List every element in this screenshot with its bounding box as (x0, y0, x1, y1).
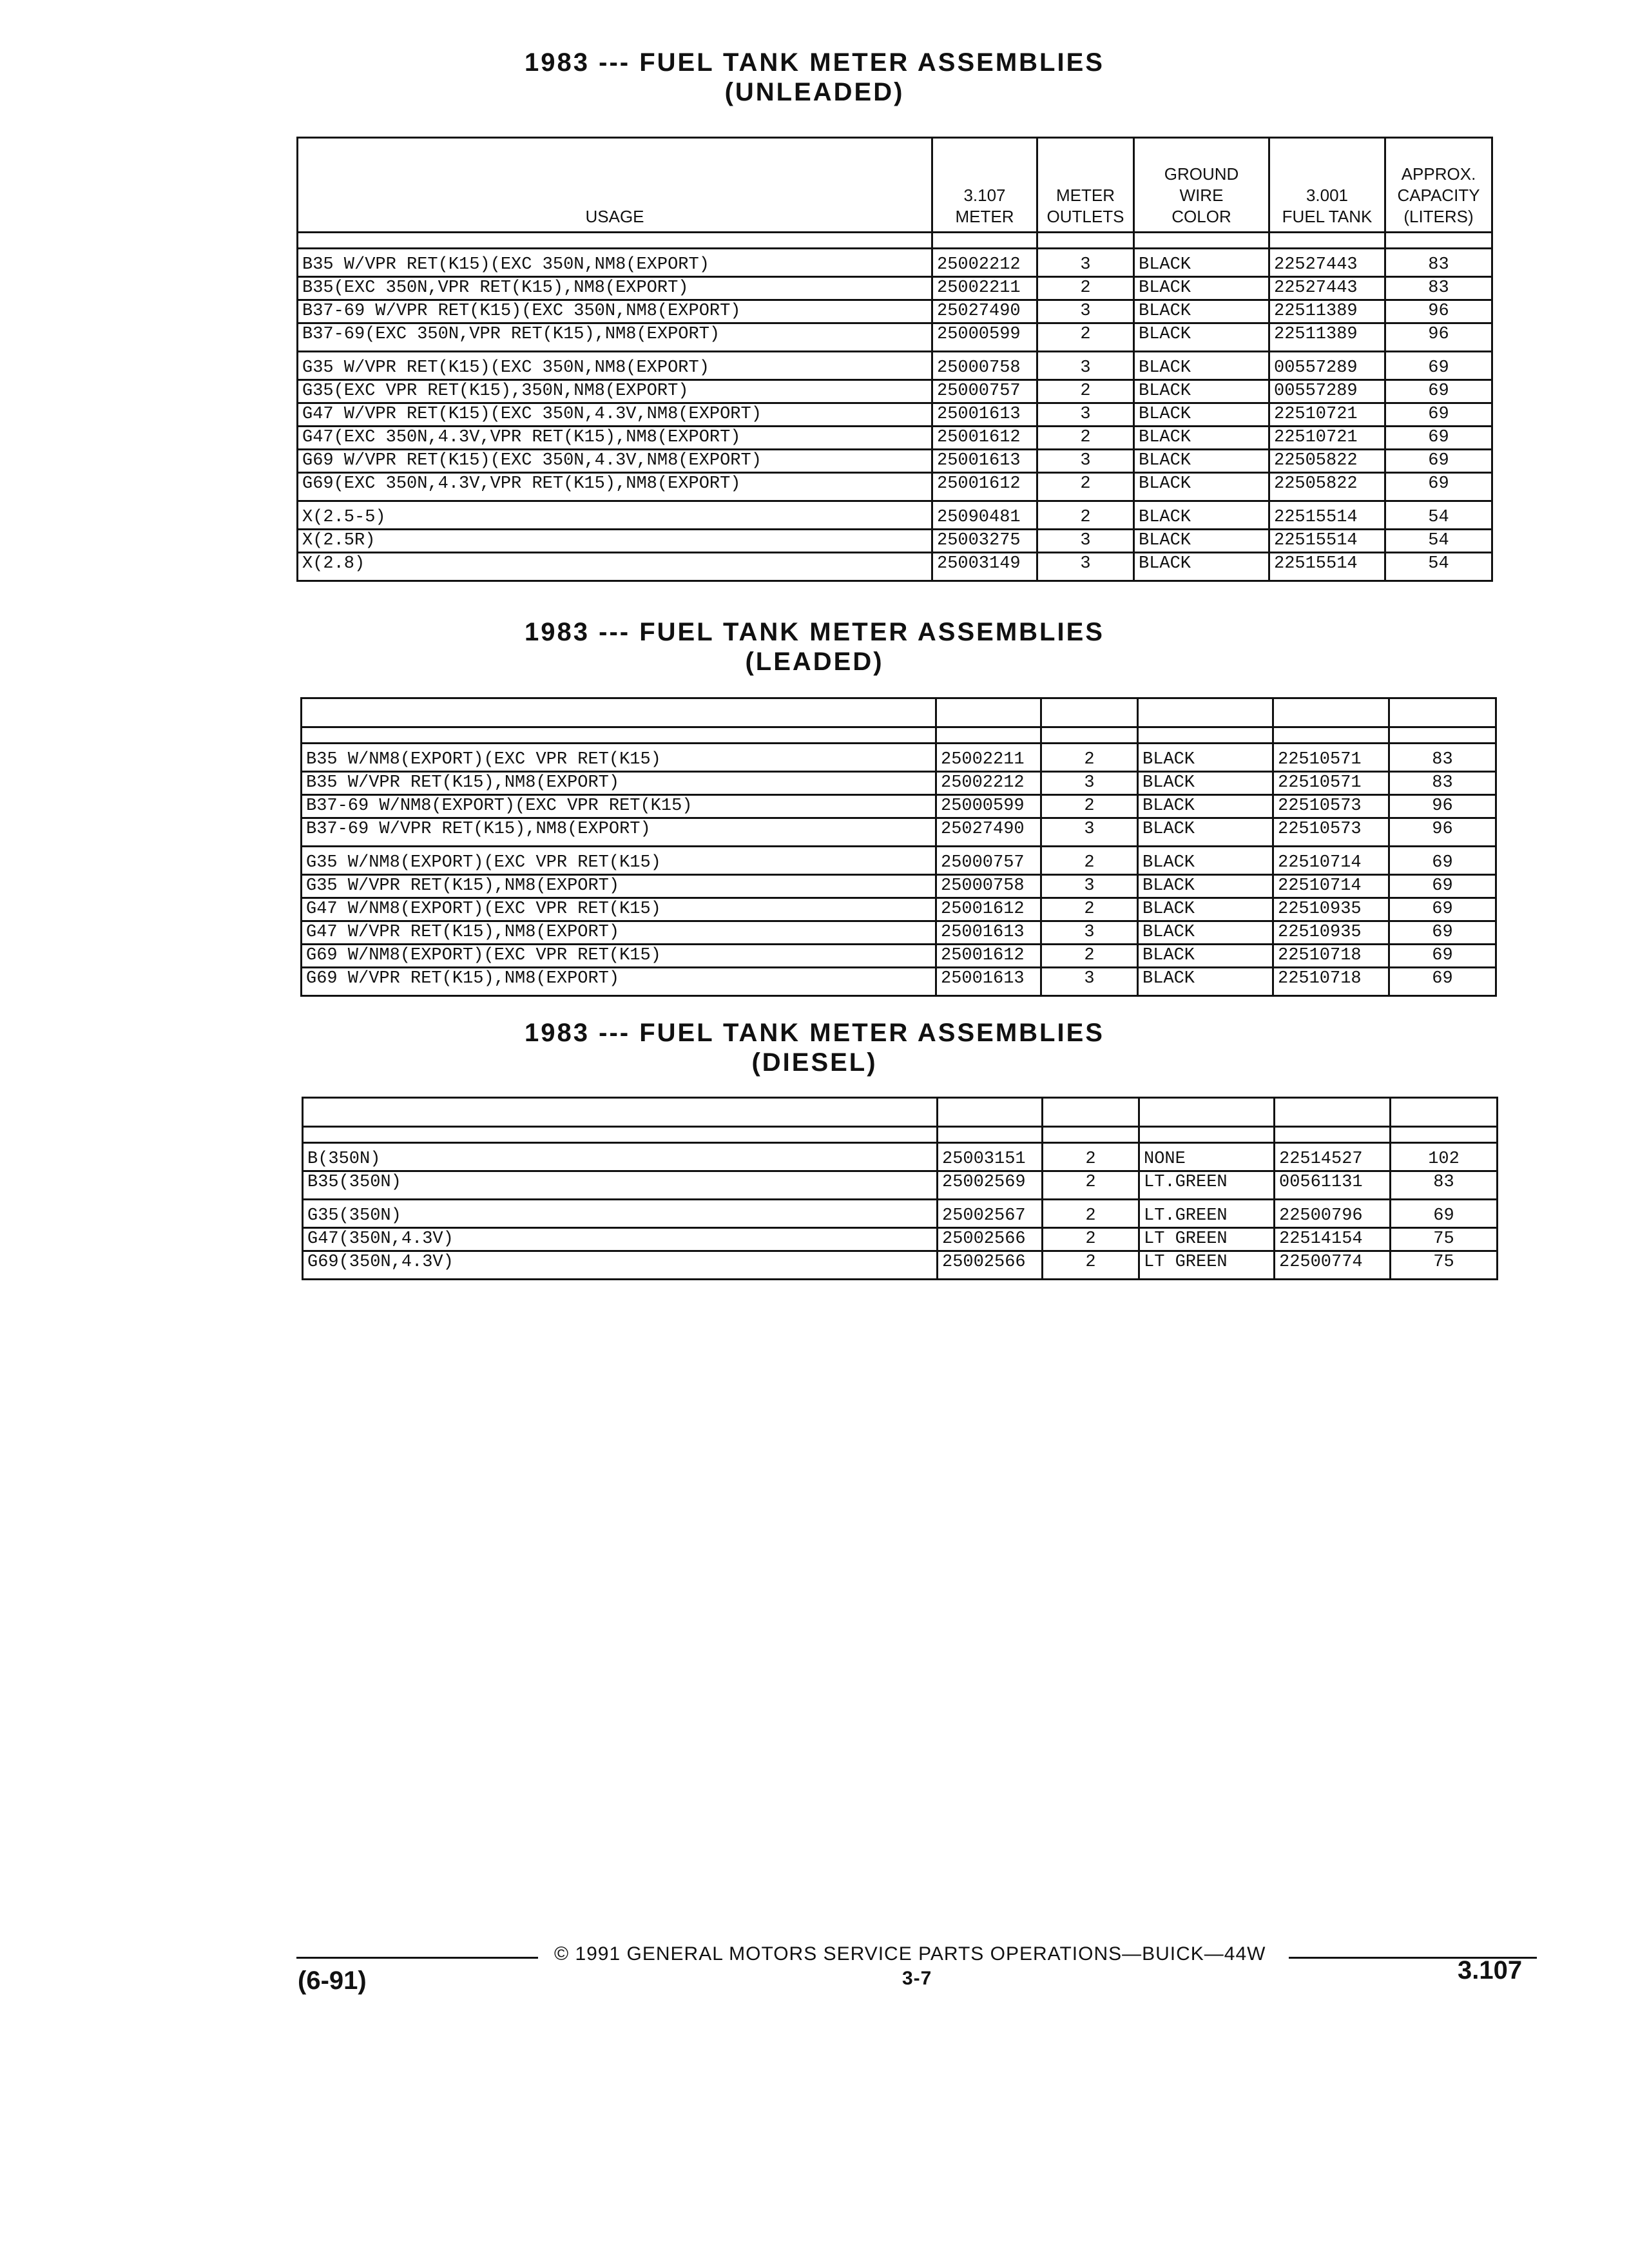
table-row (302, 795, 1496, 818)
fuel-tank-part-cell: 22515514 (1269, 501, 1385, 530)
footer-copyright: © 1991 GENERAL MOTORS SERVICE PARTS OPERATIONS—BUICK—44W (554, 1943, 1266, 1965)
fuel-tank-part-cell: 22527443 (1269, 277, 1385, 300)
table-row (302, 772, 1496, 795)
outlets-cell: 2 (1037, 501, 1134, 530)
capacity-cell: 96 (1385, 323, 1492, 352)
fuel-tank-part-cell: 00557289 (1269, 380, 1385, 403)
usage-cell: G35 W/VPR RET(K15),NM8(EXPORT) (302, 875, 936, 898)
table-row (298, 323, 1492, 352)
footer-rule-left (296, 1957, 538, 1959)
capacity-cell: 69 (1385, 427, 1492, 450)
capacity-cell: 96 (1385, 300, 1492, 323)
meter-part-cell: 25001613 (932, 403, 1037, 427)
fuel-tank-part-cell: 22510718 (1273, 945, 1389, 968)
capacity-cell: 69 (1385, 403, 1492, 427)
usage-cell: B35 W/NM8(EXPORT)(EXC VPR RET(K15) (302, 744, 936, 772)
outlets-cell: 3 (1041, 921, 1138, 945)
capacity-cell: 69 (1385, 473, 1492, 501)
outlets-cell: 2 (1041, 847, 1138, 875)
outlets-cell: 3 (1037, 530, 1134, 553)
meter-part-cell: 25002212 (936, 772, 1041, 795)
outlets-cell: 3 (1041, 772, 1138, 795)
meter-part-cell: 25002566 (938, 1251, 1043, 1280)
table-row (302, 898, 1496, 921)
outlets-cell: 3 (1037, 249, 1134, 277)
meter-header: 3.107 METER (932, 138, 1037, 233)
meter-part-cell: 25002211 (936, 744, 1041, 772)
usage-cell: G35 W/NM8(EXPORT)(EXC VPR RET(K15) (302, 847, 936, 875)
outlets-cell: 3 (1037, 403, 1134, 427)
outlets-cell: 2 (1041, 795, 1138, 818)
row-group (303, 1143, 1498, 1200)
outlets-cell: 2 (1043, 1228, 1139, 1251)
wire-color-cell: BLACK (1138, 744, 1273, 772)
table-row (298, 473, 1492, 501)
usage-cell: G35(EXC VPR RET(K15),350N,NM8(EXPORT) (298, 380, 932, 403)
footer-page-number: 3-7 (902, 1968, 932, 1989)
outlets-cell: 2 (1037, 380, 1134, 403)
meter-part-cell: 25027490 (932, 300, 1037, 323)
meter-part-cell: 25001613 (936, 968, 1041, 996)
usage-cell: B35 W/VPR RET(K15)(EXC 350N,NM8(EXPORT) (298, 249, 932, 277)
capacity-cell: 54 (1385, 553, 1492, 581)
usage-cell: B35(EXC 350N,VPR RET(K15),NM8(EXPORT) (298, 277, 932, 300)
section-title: 1983 --- FUEL TANK METER ASSEMBLIES (525, 1019, 1104, 1047)
section-subtitle: (UNLEADED) (724, 78, 905, 106)
wire-color-cell: BLACK (1134, 249, 1269, 277)
outlets-cell: 3 (1037, 352, 1134, 380)
fuel-tank-part-cell: 22510573 (1273, 795, 1389, 818)
table-row (298, 300, 1492, 323)
capacity-cell: 54 (1385, 530, 1492, 553)
capacity-cell: 54 (1385, 501, 1492, 530)
outlets-cell: 2 (1043, 1251, 1139, 1280)
meter-part-cell: 25002566 (938, 1228, 1043, 1251)
meter-part-cell: 25001612 (936, 898, 1041, 921)
outlets-cell: 2 (1041, 945, 1138, 968)
wire-color-cell: LT.GREEN (1139, 1200, 1275, 1228)
outlets-cell: 2 (1037, 427, 1134, 450)
section-title: 1983 --- FUEL TANK METER ASSEMBLIES (525, 48, 1104, 77)
meter-part-cell: 25000599 (932, 323, 1037, 352)
table-row (298, 403, 1492, 427)
fuel-tank-part-cell: 22510571 (1273, 772, 1389, 795)
usage-cell: G47 W/VPR RET(K15),NM8(EXPORT) (302, 921, 936, 945)
fuel-tank-part-cell: 22510935 (1273, 921, 1389, 945)
fuel-tank-part-cell: 00561131 (1275, 1171, 1391, 1200)
fuel-tank-part-cell: 22500774 (1275, 1251, 1391, 1280)
table-row (302, 875, 1496, 898)
usage-cell: G35(350N) (303, 1200, 938, 1228)
meter-part-cell: 25001612 (932, 427, 1037, 450)
capacity-cell: 69 (1389, 847, 1496, 875)
table-row (298, 427, 1492, 450)
wire-color-cell: BLACK (1138, 795, 1273, 818)
fuel-tank-part-cell: 00557289 (1269, 352, 1385, 380)
meter-part-cell: 25000599 (936, 795, 1041, 818)
usage-cell: G69 W/VPR RET(K15),NM8(EXPORT) (302, 968, 936, 996)
usage-cell: X(2.5R) (298, 530, 932, 553)
usage-cell: B37-69 W/NM8(EXPORT)(EXC VPR RET(K15) (302, 795, 936, 818)
outlets-cell: 2 (1037, 473, 1134, 501)
row-group (303, 1200, 1498, 1280)
wire-color-cell: BLACK (1138, 968, 1273, 996)
table-row (302, 847, 1496, 875)
capacity-header: APPROX. CAPACITY (LITERS) (1385, 138, 1492, 233)
wire-color-cell: BLACK (1138, 818, 1273, 847)
outlets-cell: 3 (1037, 450, 1134, 473)
table-row (298, 553, 1492, 581)
wire-color-cell: BLACK (1134, 277, 1269, 300)
capacity-cell: 83 (1385, 249, 1492, 277)
usage-cell: G35 W/VPR RET(K15)(EXC 350N,NM8(EXPORT) (298, 352, 932, 380)
outlets-cell: 3 (1041, 875, 1138, 898)
fuel-tank-part-cell: 22510721 (1269, 427, 1385, 450)
header-row (302, 698, 1496, 727)
meter-part-cell: 25000758 (936, 875, 1041, 898)
usage-cell: B37-69 W/VPR RET(K15)(EXC 350N,NM8(EXPORT) (298, 300, 932, 323)
usage-cell: G69 W/VPR RET(K15)(EXC 350N,4.3V,NM8(EXPORT) (298, 450, 932, 473)
wire-color-cell: BLACK (1134, 473, 1269, 501)
table-row (302, 968, 1496, 996)
wire-color-cell: BLACK (1138, 945, 1273, 968)
table-row (303, 1200, 1498, 1228)
meter-part-cell: 25090481 (932, 501, 1037, 530)
fuel-tank-part-cell: 22505822 (1269, 450, 1385, 473)
meter-part-cell: 25003149 (932, 553, 1037, 581)
fuel-tank-part-cell: 22505822 (1269, 473, 1385, 501)
usage-cell: G47(EXC 350N,4.3V,VPR RET(K15),NM8(EXPORT) (298, 427, 932, 450)
capacity-cell: 69 (1385, 450, 1492, 473)
fuel-tank-part-cell: 22510571 (1273, 744, 1389, 772)
capacity-cell: 69 (1389, 945, 1496, 968)
meter-part-cell: 25000758 (932, 352, 1037, 380)
usage-cell: B37-69(EXC 350N,VPR RET(K15),NM8(EXPORT) (298, 323, 932, 352)
spacer-row (302, 727, 1496, 744)
outlets-cell: 3 (1037, 300, 1134, 323)
capacity-cell: 69 (1391, 1200, 1498, 1228)
table-row (298, 249, 1492, 277)
table-row (303, 1171, 1498, 1200)
outlets-cell: 2 (1043, 1171, 1139, 1200)
fuel-tank-part-cell: 22510714 (1273, 847, 1389, 875)
wire-color-cell: BLACK (1138, 875, 1273, 898)
usage-cell: B35 W/VPR RET(K15),NM8(EXPORT) (302, 772, 936, 795)
wire-color-cell: BLACK (1138, 898, 1273, 921)
section-title: 1983 --- FUEL TANK METER ASSEMBLIES (525, 618, 1104, 646)
row-group (298, 352, 1492, 501)
footer-date: (6-91) (298, 1966, 367, 1995)
fuel-tank-header: 3.001 FUEL TANK (1269, 138, 1385, 233)
fuel-tank-part-cell: 22514154 (1275, 1228, 1391, 1251)
fuel-tank-part-cell: 22511389 (1269, 323, 1385, 352)
usage-cell: G69(350N,4.3V) (303, 1251, 938, 1280)
capacity-cell: 69 (1389, 875, 1496, 898)
row-group (302, 744, 1496, 847)
meter-part-cell: 25000757 (932, 380, 1037, 403)
capacity-cell: 69 (1389, 898, 1496, 921)
outlets-cell: 3 (1041, 818, 1138, 847)
fuel-tank-part-cell: 22510714 (1273, 875, 1389, 898)
fuel-tank-part-cell: 22510721 (1269, 403, 1385, 427)
table-row (298, 501, 1492, 530)
spacer-row (303, 1127, 1498, 1143)
wire-color-cell: BLACK (1138, 847, 1273, 875)
capacity-cell: 69 (1389, 968, 1496, 996)
row-group (298, 249, 1492, 352)
meter-part-cell: 25002567 (938, 1200, 1043, 1228)
wire-color-cell: NONE (1139, 1143, 1275, 1171)
table-row (303, 1251, 1498, 1280)
section-title-diesel (0, 1018, 1629, 1077)
capacity-cell: 96 (1389, 795, 1496, 818)
table-row (298, 277, 1492, 300)
meter-part-cell: 25001612 (936, 945, 1041, 968)
capacity-cell: 69 (1385, 380, 1492, 403)
outlets-cell: 2 (1043, 1143, 1139, 1171)
outlets-cell: 3 (1037, 553, 1134, 581)
outlets-header: METER OUTLETS (1037, 138, 1134, 233)
outlets-cell: 2 (1037, 323, 1134, 352)
wire-color-cell: BLACK (1134, 403, 1269, 427)
capacity-cell: 69 (1385, 352, 1492, 380)
header-row (298, 138, 1492, 233)
fuel-tank-part-cell: 22510718 (1273, 968, 1389, 996)
table-row (302, 921, 1496, 945)
usage-cell: X(2.5-5) (298, 501, 932, 530)
wire-color-cell: LT.GREEN (1139, 1171, 1275, 1200)
wire-color-cell: BLACK (1134, 323, 1269, 352)
meter-part-cell: 25001613 (936, 921, 1041, 945)
table-row (303, 1228, 1498, 1251)
wire-color-cell: BLACK (1134, 300, 1269, 323)
meter-part-cell: 25001612 (932, 473, 1037, 501)
section-title-leaded (0, 617, 1629, 677)
wire-color-cell: BLACK (1134, 501, 1269, 530)
section-subtitle: (DIESEL) (751, 1048, 878, 1077)
capacity-cell: 83 (1391, 1171, 1498, 1200)
row-group (298, 501, 1492, 581)
usage-cell: X(2.8) (298, 553, 932, 581)
capacity-cell: 96 (1389, 818, 1496, 847)
fuel-tank-part-cell: 22527443 (1269, 249, 1385, 277)
outlets-cell: 2 (1043, 1200, 1139, 1228)
wire-color-header: GROUND WIRE COLOR (1134, 138, 1269, 233)
table-row (298, 380, 1492, 403)
table-row (303, 1143, 1498, 1171)
usage-cell: G47 W/NM8(EXPORT)(EXC VPR RET(K15) (302, 898, 936, 921)
meter-part-cell: 25027490 (936, 818, 1041, 847)
spacer-row (298, 233, 1492, 249)
table-row (298, 530, 1492, 553)
wire-color-cell: LT GREEN (1139, 1228, 1275, 1251)
section-title-unleaded (0, 48, 1629, 107)
fuel-tank-part-cell: 22515514 (1269, 553, 1385, 581)
unleaded-table (296, 137, 1493, 582)
wire-color-cell: BLACK (1134, 352, 1269, 380)
wire-color-cell: BLACK (1134, 553, 1269, 581)
meter-part-cell: 25000757 (936, 847, 1041, 875)
wire-color-cell: BLACK (1134, 427, 1269, 450)
meter-part-cell: 25002212 (932, 249, 1037, 277)
usage-cell: G69 W/NM8(EXPORT)(EXC VPR RET(K15) (302, 945, 936, 968)
meter-part-cell: 25001613 (932, 450, 1037, 473)
fuel-tank-part-cell: 22510573 (1273, 818, 1389, 847)
usage-cell: B35(350N) (303, 1171, 938, 1200)
outlets-cell: 2 (1041, 898, 1138, 921)
usage-cell: B37-69 W/VPR RET(K15),NM8(EXPORT) (302, 818, 936, 847)
wire-color-cell: BLACK (1134, 530, 1269, 553)
wire-color-cell: BLACK (1138, 921, 1273, 945)
capacity-cell: 83 (1385, 277, 1492, 300)
capacity-cell: 69 (1389, 921, 1496, 945)
row-group (302, 847, 1496, 996)
meter-part-cell: 25003275 (932, 530, 1037, 553)
usage-cell: G69(EXC 350N,4.3V,VPR RET(K15),NM8(EXPORT) (298, 473, 932, 501)
table-row (302, 818, 1496, 847)
capacity-cell: 102 (1391, 1143, 1498, 1171)
meter-part-cell: 25002569 (938, 1171, 1043, 1200)
section-subtitle: (LEADED) (745, 648, 884, 676)
usage-cell: G47 W/VPR RET(K15)(EXC 350N,4.3V,NM8(EXPORT) (298, 403, 932, 427)
capacity-cell: 75 (1391, 1228, 1498, 1251)
fuel-tank-part-cell: 22500796 (1275, 1200, 1391, 1228)
capacity-cell: 75 (1391, 1251, 1498, 1280)
outlets-cell: 2 (1041, 744, 1138, 772)
capacity-cell: 83 (1389, 744, 1496, 772)
leaded-table (300, 697, 1497, 997)
usage-cell: G47(350N,4.3V) (303, 1228, 938, 1251)
meter-part-cell: 25002211 (932, 277, 1037, 300)
usage-cell: B(350N) (303, 1143, 938, 1171)
wire-color-cell: BLACK (1134, 380, 1269, 403)
table-row (302, 744, 1496, 772)
capacity-cell: 83 (1389, 772, 1496, 795)
table-row (302, 945, 1496, 968)
footer-section-number: 3.107 (1458, 1956, 1523, 1984)
outlets-cell: 2 (1037, 277, 1134, 300)
wire-color-cell: BLACK (1134, 450, 1269, 473)
outlets-cell: 3 (1041, 968, 1138, 996)
wire-color-cell: LT GREEN (1139, 1251, 1275, 1280)
table-row (298, 352, 1492, 380)
header-row (303, 1098, 1498, 1127)
table-row (298, 450, 1492, 473)
fuel-tank-part-cell: 22511389 (1269, 300, 1385, 323)
diesel-table (302, 1097, 1498, 1280)
fuel-tank-part-cell: 22510935 (1273, 898, 1389, 921)
fuel-tank-part-cell: 22514527 (1275, 1143, 1391, 1171)
usage-header: USAGE (298, 138, 932, 233)
fuel-tank-part-cell: 22515514 (1269, 530, 1385, 553)
meter-part-cell: 25003151 (938, 1143, 1043, 1171)
wire-color-cell: BLACK (1138, 772, 1273, 795)
